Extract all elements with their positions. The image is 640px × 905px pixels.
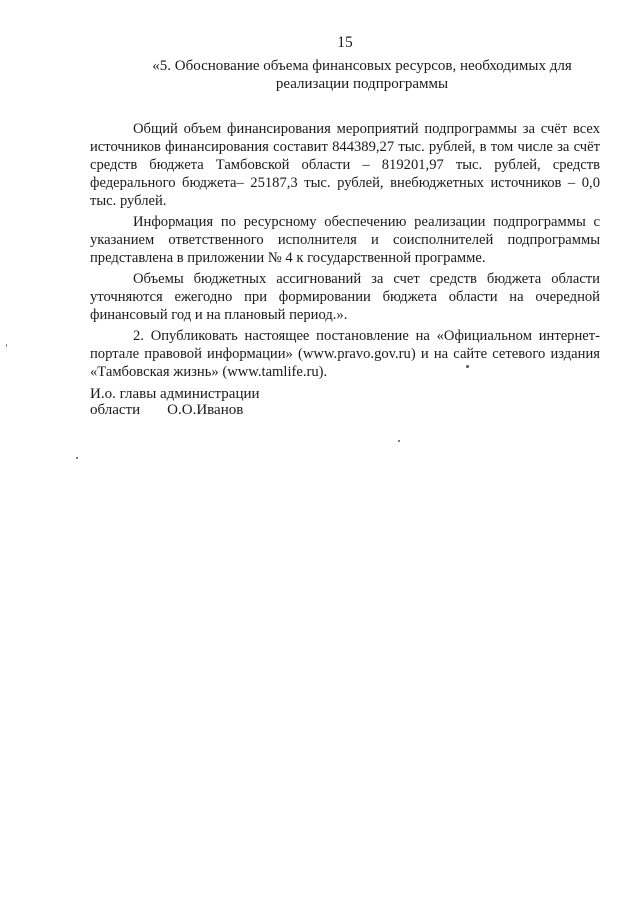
section-heading-line-1: «5. Обоснование объема финансовых ресурсов, необходимых для: [152, 58, 572, 74]
paragraph-financing-total: Общий объем финансирования мероприятий подпрограммы за счёт всех источников финансирования составит 844389,27 тыс. рублей, в том числе за счёт средств бюджета Тамбовской области – 819201,97 тыс. рублей, средств федерального бюджета– 25187,3 тыс. рублей, внебюджетных источников – 0,0 тыс. рублей.: [90, 121, 600, 209]
signatory-name: О.О.Иванов: [167, 402, 244, 418]
paragraph-resource-info: Информация по ресурсному обеспечению реализации подпрограммы с указанием ответственного исполнителя и соисполнителей подпрограммы представлена в приложении № 4 к государственной программе.: [90, 214, 600, 266]
signature-block: [90, 386, 260, 418]
paragraph-publication-order: 2. Опубликовать настоящее постановление на «Официальном интернет-портале правовой информации» (www.pravo.gov.ru) и на сайте сетевого издания «Тамбовская жизнь» (www.tamlife.ru).: [90, 328, 600, 380]
section-heading: [120, 57, 604, 93]
signatory-title-line-1: И.о. главы администрации: [90, 386, 260, 402]
scan-speck: [76, 457, 78, 459]
paragraph-budget-allocations: Объемы бюджетных ассигнований за счет средств бюджета области уточняются ежегодно при формировании бюджета области на очередной финансовый год и на плановый период.».: [90, 271, 600, 323]
signatory-line-2: [90, 402, 260, 418]
scan-speck: [398, 440, 400, 442]
page-number: 15: [337, 34, 353, 51]
signatory-title-line-2: области: [90, 402, 141, 418]
document-body: [90, 120, 600, 384]
scan-speck: [466, 365, 469, 368]
scan-speck: [6, 344, 7, 347]
section-heading-line-2: реализации подпрограммы: [275, 76, 449, 92]
